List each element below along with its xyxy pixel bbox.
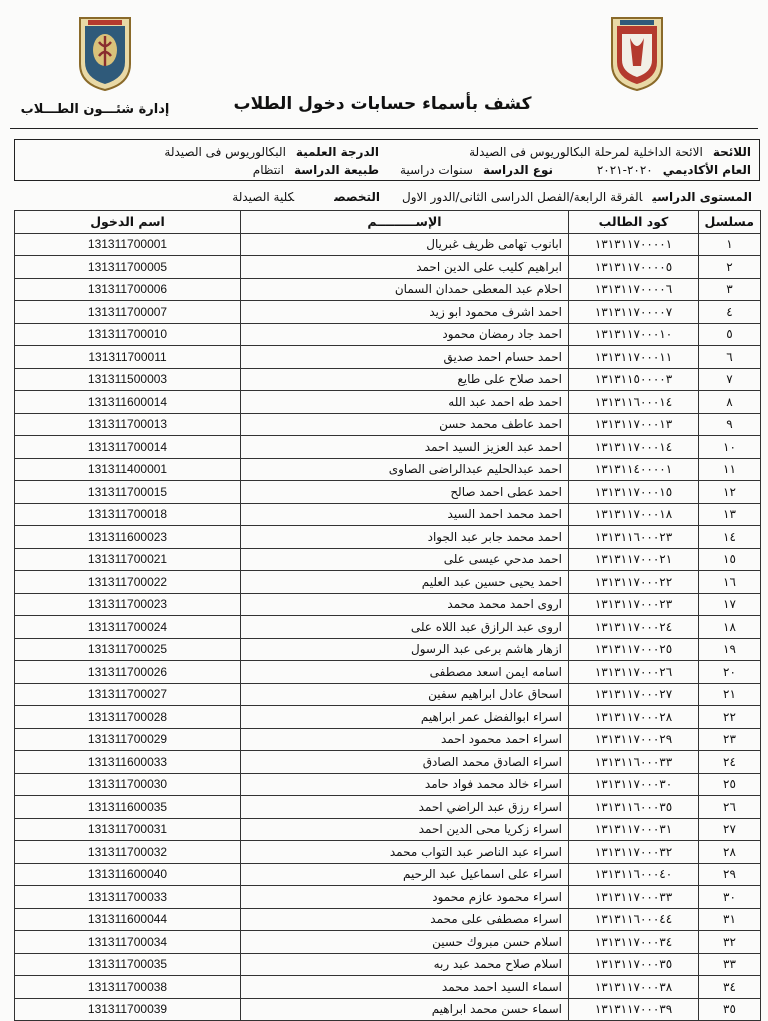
serial-cell: ٣٠ (699, 886, 761, 909)
login-name-header: اسم الدخول (15, 211, 241, 234)
serial-header: مسلسل (699, 211, 761, 234)
student-code-cell: ١٣١٣١١٧٠٠٠٠٧ (569, 301, 699, 324)
student-name-cell: احلام عبد المعطى حمدان السمان (241, 278, 569, 301)
student-code-cell: ١٣١٣١١٧٠٠٠٣٢ (569, 841, 699, 864)
serial-cell: ٣٣ (699, 953, 761, 976)
login-name-cell: 131311700032 (15, 841, 241, 864)
login-name-cell: 131311700038 (15, 976, 241, 999)
login-name-cell: 131311700039 (15, 998, 241, 1021)
student-name-cell: اسراء على اسماعيل عبد الرحيم (241, 863, 569, 886)
regulation-label: اللائحة (712, 145, 751, 159)
table-row (15, 368, 761, 391)
login-name-cell: 131311700010 (15, 323, 241, 346)
students-table (14, 210, 761, 1021)
login-name-cell: 131311600033 (15, 751, 241, 774)
specialization-label: التخصص (334, 190, 380, 204)
table-row (15, 683, 761, 706)
serial-cell: ٢٩ (699, 863, 761, 886)
serial-cell: ٢ (699, 256, 761, 279)
login-name-cell: 131311700014 (15, 436, 241, 459)
regulation-info (469, 145, 751, 159)
serial-cell: ١٦ (699, 571, 761, 594)
student-name-cell: اسامه ايمن اسعد مصطفى (241, 661, 569, 684)
student-code-cell: ١٣١٣١١٧٠٠٠١١ (569, 346, 699, 369)
student-name-cell: احمد طه احمد عبد الله (241, 391, 569, 414)
table-row (15, 391, 761, 414)
table-row (15, 706, 761, 729)
student-name-cell: اسراء محمود عازم محمود (241, 886, 569, 909)
login-name-cell: 131311700018 (15, 503, 241, 526)
serial-cell: ٣١ (699, 908, 761, 931)
login-name-cell: 131311700030 (15, 773, 241, 796)
login-name-cell: 131311700024 (15, 616, 241, 639)
student-code-cell: ١٣١٣١١٧٠٠٠٢٥ (569, 638, 699, 661)
specialization-value: كلية الصيدلة (232, 190, 295, 204)
login-name-cell: 131311700022 (15, 571, 241, 594)
student-code-cell: ١٣١٣١١٧٠٠٠٠١ (569, 233, 699, 256)
login-name-cell: 131311700035 (15, 953, 241, 976)
academic-year-value: ٢٠٢٠-٢٠٢١ (596, 163, 653, 177)
serial-cell: ١٣ (699, 503, 761, 526)
table-row (15, 953, 761, 976)
student-code-cell: ١٣١٣١١٧٠٠٠٣٨ (569, 976, 699, 999)
university-logo (76, 14, 134, 92)
student-code-cell: ١٣١٣١١٦٠٠٠٢٣ (569, 526, 699, 549)
table-row (15, 503, 761, 526)
serial-cell: ٧ (699, 368, 761, 391)
login-name-cell: 131311700025 (15, 638, 241, 661)
table-row (15, 526, 761, 549)
student-name-cell: اسراء خالد محمد فواد حامد (241, 773, 569, 796)
student-name-cell: اسراء عبد الناصر عبد التواب محمد (241, 841, 569, 864)
serial-cell: ٣٤ (699, 976, 761, 999)
student-code-cell: ١٣١٣١١٧٠٠٠٢٣ (569, 593, 699, 616)
table-row (15, 638, 761, 661)
student-name-cell: احمد اشرف محمود ابو زيد (241, 301, 569, 324)
login-name-cell: 131311700015 (15, 481, 241, 504)
table-row (15, 616, 761, 639)
login-name-cell: 131311700026 (15, 661, 241, 684)
login-name-cell: 131311600023 (15, 526, 241, 549)
student-name-cell: ابانوب تهامى ظريف غبريال (241, 233, 569, 256)
table-row (15, 796, 761, 819)
student-name-cell: اروى عبد الرازق عبد اللاه على (241, 616, 569, 639)
serial-cell: ١٥ (699, 548, 761, 571)
student-name-cell: اسراء مصطفى على محمد (241, 908, 569, 931)
student-name-cell: احمد عبد العزيز السيد احمد (241, 436, 569, 459)
table-row (15, 323, 761, 346)
serial-cell: ١٩ (699, 638, 761, 661)
degree-value: البكالوريوس فى الصيدلة (164, 145, 286, 159)
serial-cell: ١٠ (699, 436, 761, 459)
table-row (15, 841, 761, 864)
serial-cell: ١ (699, 233, 761, 256)
serial-cell: ٣٢ (699, 931, 761, 954)
student-code-cell: ١٣١٣١١٧٠٠٠١٥ (569, 481, 699, 504)
student-name-cell: احمد محمد احمد السيد (241, 503, 569, 526)
student-name-cell: اسحاق عادل ابراهيم سفين (241, 683, 569, 706)
table-row (15, 436, 761, 459)
table-row (15, 661, 761, 684)
student-name-cell: ابراهيم كليب على الدين احمد (241, 256, 569, 279)
info-box (14, 139, 760, 181)
login-name-cell: 131311700033 (15, 886, 241, 909)
login-name-cell: 131311600035 (15, 796, 241, 819)
student-code-cell: ١٣١٣١١٧٠٠٠٢٩ (569, 728, 699, 751)
login-name-cell: 131311600044 (15, 908, 241, 931)
student-code-cell: ١٣١٣١١٧٠٠٠٢١ (569, 548, 699, 571)
student-code-cell: ١٣١٣١١٧٠٠٠٣٤ (569, 931, 699, 954)
student-code-cell: ١٣١٣١١٧٠٠٠٣١ (569, 818, 699, 841)
serial-cell: ٢٥ (699, 773, 761, 796)
serial-cell: ٣٥ (699, 998, 761, 1021)
login-name-cell: 131311700013 (15, 413, 241, 436)
serial-cell: ٢٧ (699, 818, 761, 841)
login-name-cell: 131311700029 (15, 728, 241, 751)
student-name-cell: احمد جاد رمضان محمود (241, 323, 569, 346)
serial-cell: ٨ (699, 391, 761, 414)
student-name-cell: احمد محمد جابر عبد الجواد (241, 526, 569, 549)
student-code-cell: ١٣١٣١١٦٠٠٠٣٣ (569, 751, 699, 774)
student-name-cell: اروى احمد محمد محمد (241, 593, 569, 616)
student-name-cell: اسلام حسن مبروك حسين (241, 931, 569, 954)
header-divider (10, 128, 758, 129)
table-row (15, 908, 761, 931)
student-name-cell: اسلام صلاح محمد عبد ربه (241, 953, 569, 976)
degree-info (164, 145, 379, 159)
login-name-cell: 131311700006 (15, 278, 241, 301)
serial-cell: ٢٦ (699, 796, 761, 819)
student-name-cell: اسراء الصادق محمد الصادق (241, 751, 569, 774)
login-name-cell: 131311700011 (15, 346, 241, 369)
login-name-cell: 131311600014 (15, 391, 241, 414)
level-row (14, 186, 760, 208)
degree-label: الدرجة العلمية (295, 145, 379, 159)
serial-cell: ١٨ (699, 616, 761, 639)
table-row (15, 481, 761, 504)
student-code-cell: ١٣١٣١١٤٠٠٠٠١ (569, 458, 699, 481)
table-row (15, 278, 761, 301)
table-row (15, 818, 761, 841)
student-code-cell: ١٣١٣١١٦٠٠٠٤٠ (569, 863, 699, 886)
specialization-info (232, 190, 380, 204)
study-type-info (400, 163, 553, 177)
login-name-cell: 131311700023 (15, 593, 241, 616)
login-name-cell: 131311700001 (15, 233, 241, 256)
table-body (15, 233, 761, 1021)
serial-cell: ٢١ (699, 683, 761, 706)
study-nature-info (253, 163, 379, 177)
student-code-cell: ١٣١٣١١٦٠٠٠١٤ (569, 391, 699, 414)
regulation-value: الائحة الداخلية لمرحلة البكالوريوس فى الصيدلة (469, 145, 703, 159)
table-row (15, 413, 761, 436)
table-header-row (15, 211, 761, 234)
student-name-cell: اسراء احمد محمود احمد (241, 728, 569, 751)
serial-cell: ٢٢ (699, 706, 761, 729)
serial-cell: ١٧ (699, 593, 761, 616)
student-code-header: كود الطالب (569, 211, 699, 234)
table-row (15, 593, 761, 616)
table-row (15, 548, 761, 571)
serial-cell: ٢٠ (699, 661, 761, 684)
login-name-cell: 131311600040 (15, 863, 241, 886)
table-row (15, 998, 761, 1021)
student-code-cell: ١٣١٣١١٥٠٠٠٠٣ (569, 368, 699, 391)
student-name-cell: ازهار هاشم برعى عبد الرسول (241, 638, 569, 661)
student-code-cell: ١٣١٣١١٧٠٠٠٢٢ (569, 571, 699, 594)
page-title: كشف بأسماء حسابات دخول الطلاب (233, 94, 532, 114)
login-name-cell: 131311700007 (15, 301, 241, 324)
study-type-label: نوع الدراسة (482, 163, 553, 177)
study-level-info (402, 190, 752, 204)
study-nature-label: طبيعة الدراسة (294, 163, 379, 177)
student-name-cell: اسراء رزق عبد الراضي احمد (241, 796, 569, 819)
student-code-cell: ١٣١٣١١٦٠٠٠٣٥ (569, 796, 699, 819)
serial-cell: ٥ (699, 323, 761, 346)
student-code-cell: ١٣١٣١١٧٠٠٠٣٣ (569, 886, 699, 909)
academic-year-info (597, 163, 751, 177)
student-code-cell: ١٣١٣١١٧٠٠٠٢٧ (569, 683, 699, 706)
student-name-cell: احمد صلاح على طايع (241, 368, 569, 391)
study-type-value: سنوات دراسية (400, 163, 473, 177)
student-code-cell: ١٣١٣١١٧٠٠٠١٠ (569, 323, 699, 346)
student-name-cell: احمد مدحي عيسى على (241, 548, 569, 571)
serial-cell: ٦ (699, 346, 761, 369)
student-code-cell: ١٣١٣١١٧٠٠٠٢٤ (569, 616, 699, 639)
student-code-cell: ١٣١٣١١٧٠٠٠١٤ (569, 436, 699, 459)
table-row (15, 256, 761, 279)
serial-cell: ٢٤ (699, 751, 761, 774)
table-row (15, 751, 761, 774)
academic-year-label: العام الأكاديمي (662, 163, 751, 177)
serial-cell: ١١ (699, 458, 761, 481)
student-code-cell: ١٣١٣١١٧٠٠٠٠٦ (569, 278, 699, 301)
student-code-cell: ١٣١٣١١٧٠٠٠١٨ (569, 503, 699, 526)
student-code-cell: ١٣١٣١١٧٠٠٠٢٦ (569, 661, 699, 684)
study-level-value: الفرقة الرابعة/الفصل الدراسى الثانى/الدور الاول (402, 190, 643, 204)
student-code-cell: ١٣١٣١١٦٠٠٠٤٤ (569, 908, 699, 931)
student-name-cell: اسراء زكريا محى الدين احمد (241, 818, 569, 841)
student-name-cell: اسماء السيد احمد محمد (241, 976, 569, 999)
table-row (15, 458, 761, 481)
table-row (15, 886, 761, 909)
serial-cell: ٣ (699, 278, 761, 301)
serial-cell: ٢٣ (699, 728, 761, 751)
student-name-cell: احمد عطى احمد صالح (241, 481, 569, 504)
student-name-cell: اسماء حسن محمد ابراهيم (241, 998, 569, 1021)
student-code-cell: ١٣١٣١١٧٠٠٠٣٩ (569, 998, 699, 1021)
serial-cell: ١٤ (699, 526, 761, 549)
table-row (15, 863, 761, 886)
login-name-cell: 131311700031 (15, 818, 241, 841)
student-code-cell: ١٣١٣١١٧٠٠٠١٣ (569, 413, 699, 436)
student-code-cell: ١٣١٣١١٧٠٠٠٣٥ (569, 953, 699, 976)
login-name-cell: 131311700021 (15, 548, 241, 571)
student-name-header: الإســـــــــم (241, 211, 569, 234)
study-level-label: المستوى الدراسي (652, 190, 752, 204)
table-row (15, 233, 761, 256)
login-name-cell: 131311700027 (15, 683, 241, 706)
serial-cell: ٢٨ (699, 841, 761, 864)
student-code-cell: ١٣١٣١١٧٠٠٠٠٥ (569, 256, 699, 279)
login-name-cell: 131311700005 (15, 256, 241, 279)
login-name-cell: 131311500003 (15, 368, 241, 391)
serial-cell: ١٢ (699, 481, 761, 504)
table-row (15, 571, 761, 594)
table-row (15, 346, 761, 369)
table-row (15, 976, 761, 999)
table-row (15, 728, 761, 751)
serial-cell: ٩ (699, 413, 761, 436)
study-nature-value: انتظام (252, 163, 285, 177)
faculty-logo (608, 14, 666, 92)
login-name-cell: 131311400001 (15, 458, 241, 481)
student-code-cell: ١٣١٣١١٧٠٠٠٢٨ (569, 706, 699, 729)
login-name-cell: 131311700028 (15, 706, 241, 729)
table-row (15, 301, 761, 324)
student-code-cell: ١٣١٣١١٧٠٠٠٣٠ (569, 773, 699, 796)
student-name-cell: اسراء ابوالفضل عمر ابراهيم (241, 706, 569, 729)
student-affairs-office: إدارة شئـــون الطـــلاب (20, 102, 170, 117)
student-name-cell: احمد حسام احمد صديق (241, 346, 569, 369)
student-name-cell: احمد يحيى حسين عبد العليم (241, 571, 569, 594)
table-row (15, 773, 761, 796)
table-row (15, 931, 761, 954)
student-name-cell: احمد عبدالحليم عبدالراضى الصاوى (241, 458, 569, 481)
student-name-cell: احمد عاطف محمد حسن (241, 413, 569, 436)
serial-cell: ٤ (699, 301, 761, 324)
login-name-cell: 131311700034 (15, 931, 241, 954)
